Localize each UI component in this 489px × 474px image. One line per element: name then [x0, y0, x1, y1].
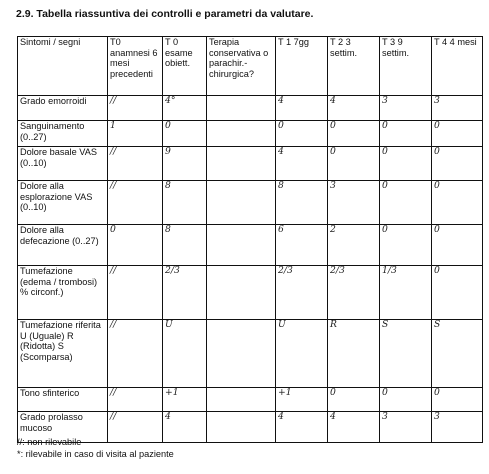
- row-label: Tumefazione (edema / trombosi) % circonf.): [18, 266, 108, 320]
- header-cell: T0 anamnesi 6 mesi precedenti: [108, 37, 163, 96]
- table-row: [18, 320, 483, 388]
- value-cell: //: [108, 96, 163, 121]
- summary-table: [17, 36, 483, 443]
- header-cell: Terapia conservativa o parachir.- chirurgica?: [207, 37, 276, 96]
- value-cell: U: [276, 320, 328, 388]
- row-label: Dolore basale VAS (0..10): [18, 147, 108, 181]
- value-cell: 2/3: [328, 266, 380, 320]
- value-cell: 2/3: [163, 266, 207, 320]
- table-row: [18, 147, 483, 181]
- table-row: [18, 181, 483, 225]
- therapy-cell: [207, 121, 276, 147]
- value-cell: //: [108, 147, 163, 181]
- value-cell: 2/3: [276, 266, 328, 320]
- row-label: Dolore alla esplorazione VAS (0..10): [18, 181, 108, 225]
- value-cell: 0: [432, 225, 483, 266]
- header-cell: T 2 3 settim.: [328, 37, 380, 96]
- value-cell: //: [108, 388, 163, 412]
- value-cell: 8: [163, 181, 207, 225]
- value-cell: 6: [276, 225, 328, 266]
- value-cell: //: [108, 320, 163, 388]
- value-cell: U: [163, 320, 207, 388]
- value-cell: 3: [432, 412, 483, 443]
- table-row: [18, 388, 483, 412]
- value-cell: 4: [328, 96, 380, 121]
- therapy-cell: [207, 96, 276, 121]
- value-cell: 0: [432, 121, 483, 147]
- value-cell: 0: [380, 225, 432, 266]
- value-cell: 8: [276, 181, 328, 225]
- table-title: 2.9. Tabella riassuntiva dei controlli e parametri da valutare.: [16, 8, 314, 20]
- footnote-visit-only: *: rilevabile in caso di visita al paziente: [17, 448, 174, 459]
- therapy-cell: [207, 181, 276, 225]
- value-cell: 2: [328, 225, 380, 266]
- value-cell: 4: [276, 412, 328, 443]
- therapy-cell: [207, 147, 276, 181]
- value-cell: //: [108, 181, 163, 225]
- footnote-not-detectable: //: non rilevabile: [17, 437, 82, 447]
- value-cell: 4: [163, 412, 207, 443]
- row-label: Grado emorroidi: [18, 96, 108, 121]
- value-cell: 0: [328, 121, 380, 147]
- value-cell: 0: [432, 266, 483, 320]
- value-cell: 0: [328, 388, 380, 412]
- therapy-cell: [207, 266, 276, 320]
- value-cell: S: [380, 320, 432, 388]
- value-cell: +1: [163, 388, 207, 412]
- footnotes: [17, 437, 174, 460]
- value-cell: 3: [380, 412, 432, 443]
- value-cell: 0: [276, 121, 328, 147]
- value-cell: +1: [276, 388, 328, 412]
- therapy-cell: [207, 225, 276, 266]
- value-cell: 1: [108, 121, 163, 147]
- row-label: Dolore alla defecazione (0..27): [18, 225, 108, 266]
- header-cell: T 1 7gg: [276, 37, 328, 96]
- value-cell: 0: [380, 388, 432, 412]
- value-cell: 3: [328, 181, 380, 225]
- value-cell: 9: [163, 147, 207, 181]
- value-cell: R: [328, 320, 380, 388]
- header-cell: Sintomi / segni: [18, 37, 108, 96]
- value-cell: 0: [328, 147, 380, 181]
- value-cell: 0: [432, 147, 483, 181]
- value-cell: 4: [276, 96, 328, 121]
- value-cell: 0: [163, 121, 207, 147]
- header-cell: T 4 4 mesi: [432, 37, 483, 96]
- therapy-cell: [207, 412, 276, 443]
- value-cell: 3: [380, 96, 432, 121]
- value-cell: 0: [108, 225, 163, 266]
- therapy-cell: [207, 320, 276, 388]
- table-row: [18, 266, 483, 320]
- header-cell: T 0 esame obiett.: [163, 37, 207, 96]
- value-cell: //: [108, 266, 163, 320]
- value-cell: 3: [432, 96, 483, 121]
- value-cell: 0: [380, 181, 432, 225]
- value-cell: 4°: [163, 96, 207, 121]
- header-cell: T 3 9 settim.: [380, 37, 432, 96]
- value-cell: 0: [380, 147, 432, 181]
- value-cell: 8: [163, 225, 207, 266]
- value-cell: 4: [328, 412, 380, 443]
- table-row: [18, 225, 483, 266]
- value-cell: 0: [432, 181, 483, 225]
- row-label: Grado prolasso mucoso: [18, 412, 108, 443]
- table-row: [18, 121, 483, 147]
- value-cell: //: [108, 412, 163, 443]
- value-cell: 0: [380, 121, 432, 147]
- row-label: Sanguinamento (0..27): [18, 121, 108, 147]
- therapy-cell: [207, 388, 276, 412]
- header-row: [18, 37, 483, 96]
- table-row: [18, 96, 483, 121]
- row-label: Tono sfinterico: [18, 388, 108, 412]
- row-label: Tumefazione riferita U (Uguale) R (Ridotta) S (Scomparsa): [18, 320, 108, 388]
- value-cell: 4: [276, 147, 328, 181]
- value-cell: 1/3: [380, 266, 432, 320]
- value-cell: S: [432, 320, 483, 388]
- value-cell: 0: [432, 388, 483, 412]
